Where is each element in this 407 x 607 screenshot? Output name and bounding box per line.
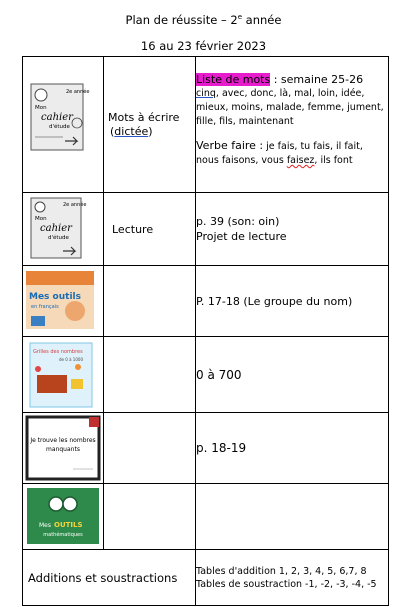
row-outils-math [23,484,389,550]
label-empty [104,484,196,550]
svg-text:de 0 à 1000: de 0 à 1000 [59,357,83,362]
plan-table [22,56,389,606]
note-outils-francais: P. 17-18 (Le groupe du nom) [196,266,389,337]
row-additions [23,550,389,606]
thumb-cell [23,413,104,484]
date-range: 16 au 23 février 2023 [140,39,267,53]
svg-text:manquants: manquants [46,446,80,453]
nombres-manquants-thumbnail [23,413,103,483]
row-mots [23,57,389,193]
thumb-cell [23,266,104,337]
note-grille-nombres: 0 à 700 [196,337,389,413]
page-title: Plan de réussite – 2e année [125,13,282,27]
label-empty [104,413,196,484]
svg-text:mathématiques: mathématiques [43,532,83,538]
svg-text:2e année: 2e année [63,202,87,208]
row-outils-francais [23,266,389,337]
sun-icon [35,89,47,101]
thumb-cell [23,193,104,266]
svg-text:cahier: cahier [41,112,73,123]
note-empty [196,484,389,550]
svg-text:Mes: Mes [39,522,51,529]
sun-icon [35,202,45,212]
mes-outils-francais-thumbnail [23,266,103,336]
svg-text:2e année: 2e année [66,89,90,95]
row-nombres-manquants [23,413,389,484]
magnifier-icon [49,497,63,511]
thumb-cell [23,484,104,550]
label-empty [104,266,196,337]
row-lecture [23,193,389,266]
label-empty [104,337,196,413]
grille-nombres-thumbnail [23,337,103,412]
cahier-etude-thumbnail [23,57,103,192]
svg-text:cahier: cahier [40,223,72,234]
svg-text:Mes outils: Mes outils [29,292,81,302]
note-additions: Tables d'addition 1, 2, 3, 4, 5, 6,7, 8 Tables de soustraction -1, -2, -3, -4, -5 [196,550,389,606]
label-additions: Additions et soustractions [23,550,196,606]
svg-text:Mon: Mon [35,216,47,222]
mes-outils-math-thumbnail [23,484,103,549]
thumb-cell [23,57,104,193]
svg-text:Mon: Mon [35,105,47,111]
svg-text:en français: en français [31,304,59,310]
svg-text:OUTILS: OUTILS [54,521,83,529]
cahier-etude-thumbnail [23,193,103,265]
note-mots: Liste de mots : semaine 25-26 cinq, avec, donc, là, mal, loin, idée, mieux, moins, malade, femme, jument, fille, fils, maintenant Verbe faire : je fais, tu fais, il fait, nous faisons, vous faisez, ils font [196,57,389,193]
note-nombres-manquants: p. 18-19 [196,413,389,484]
svg-text:Grilles des nombres: Grilles des nombres [33,349,83,355]
svg-text:Je trouve les nombres: Je trouve les nombres [30,437,96,444]
label-mots: Mots à écrire (dictée) [104,57,196,193]
svg-text:d'étude: d'étude [49,124,70,130]
row-grille-nombres [23,337,389,413]
svg-text:d'étude: d'étude [48,235,69,241]
liste-de-mots-highlight: Liste de mots [196,73,271,86]
label-lecture: Lecture [104,193,196,266]
thumb-cell [23,337,104,413]
note-lecture: p. 39 (son: oin) Projet de lecture [196,193,389,266]
dictee-link: dictée [114,124,149,138]
